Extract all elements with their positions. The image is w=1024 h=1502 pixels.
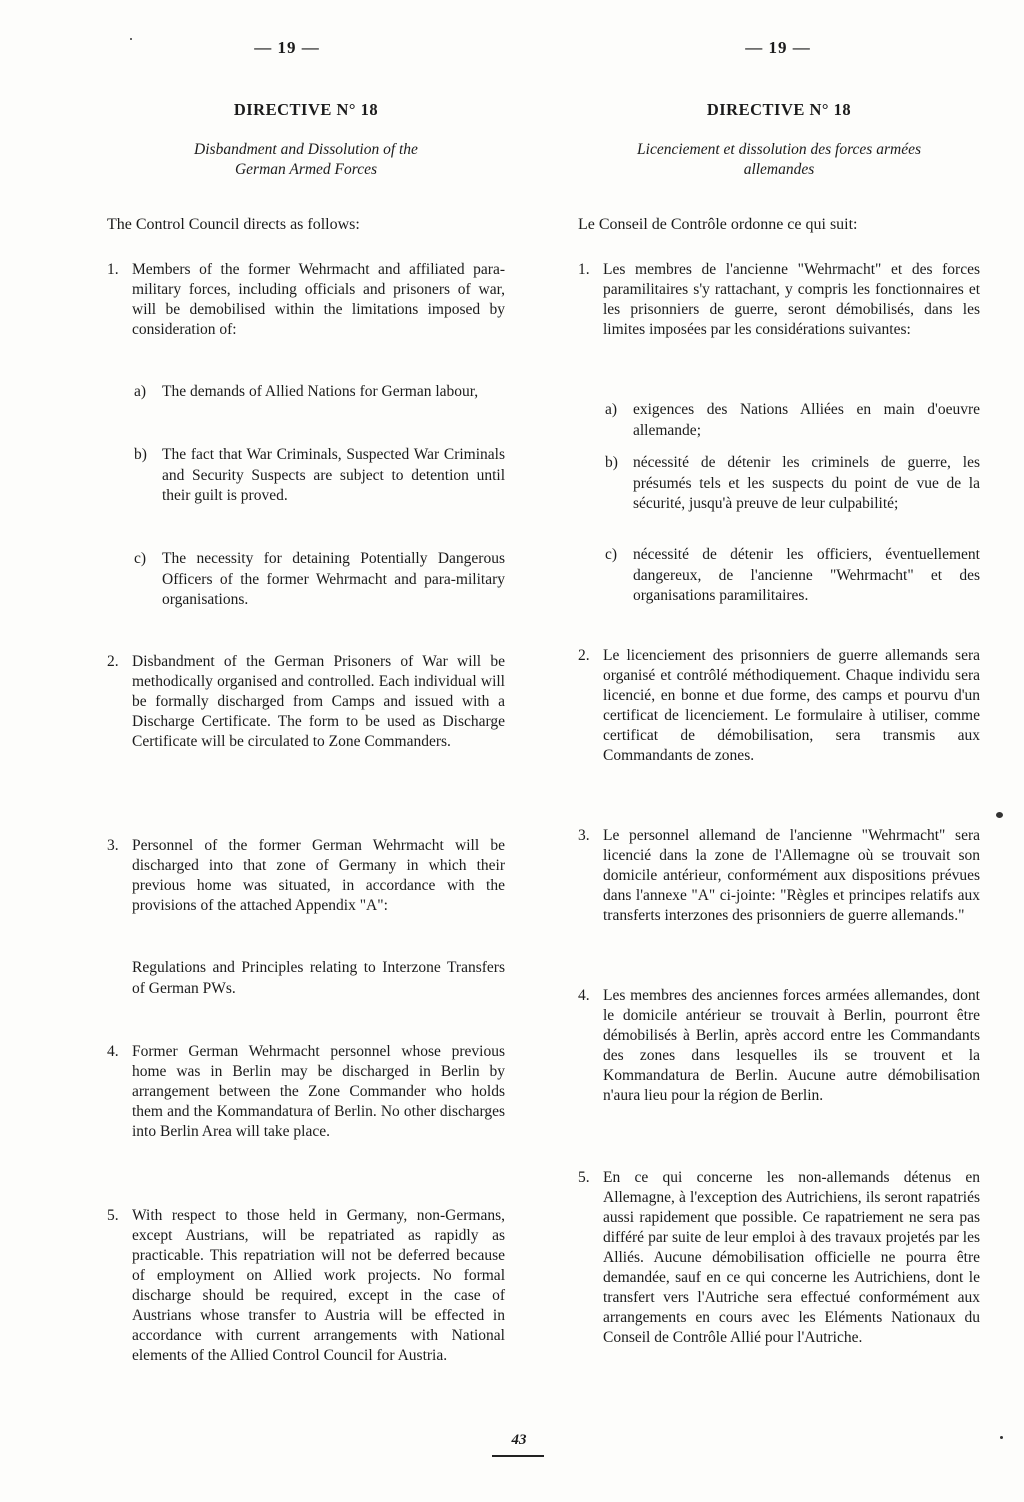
item-text: The demands of Allied Nations for German labour, bbox=[162, 383, 479, 400]
item-text: exigences des Nations Alliées en main d'oeuvre allemande; bbox=[633, 401, 980, 439]
paragraph-4-fr bbox=[578, 986, 980, 1106]
item-label: a) bbox=[134, 383, 147, 400]
paragraph-number: 4. bbox=[578, 987, 590, 1004]
intro-en: The Control Council directs as follows: bbox=[107, 216, 360, 233]
paragraph-text: Former German Wehrmacht personnel whose previous home was in Berlin may be discharged in Berlin by arrangement between the Zone Commander who holds them and the Kommandatura of Berlin. No other discharges into Berlin Area will take place. bbox=[132, 1043, 505, 1140]
paragraph-text: Le licenciement des prisonniers de guerre allemands sera organisé et contrôlé méthodiquement. Chaque individu sera licencié, en bonne et due forme, des camps et pourvu d'un certificat de licenciement. Le formulaire à utiliser, comme certificat de démobilisation, sera transmis aux Commandants de zones. bbox=[603, 647, 980, 764]
item-label: b) bbox=[605, 454, 618, 471]
item-label: c) bbox=[134, 550, 147, 567]
directive-title-fr: DIRECTIVE N° 18 bbox=[706, 100, 852, 119]
paragraph-3-fr bbox=[578, 826, 980, 926]
item-text: nécessité de détenir les criminels de guerre, les présumés tels et les suspects du point de vue de la sécurité, jusqu'à preuve de leur culpabilité; bbox=[633, 454, 980, 512]
page-number-left: — 19 — bbox=[254, 38, 320, 57]
item-1b-en bbox=[107, 445, 505, 507]
paragraph-text: Le personnel allemand de l'ancienne "Wehrmacht" sera licencié dans la zone de l'Allemagne où se trouvait son domicile antérieur, conformément aux dispositions prévues dans l'annexe "A" ci-jointe: "Règles et principes relatifs aux transferts interzones des prisonniers de guerre allemands." bbox=[603, 827, 980, 924]
paragraph-number: 5. bbox=[107, 1207, 119, 1224]
intro-fr: Le Conseil de Contrôle ordonne ce qui suit: bbox=[578, 216, 858, 233]
paragraph-2-fr bbox=[578, 646, 980, 766]
paragraph-5-fr bbox=[578, 1168, 980, 1348]
footer-rule bbox=[492, 1455, 544, 1457]
paragraph-number: 5. bbox=[578, 1169, 590, 1186]
french-column bbox=[578, 30, 980, 1346]
directive-subtitle-en bbox=[107, 140, 505, 180]
paragraph-number: 1. bbox=[578, 261, 590, 278]
scan-speck bbox=[130, 38, 132, 40]
scan-speck bbox=[1000, 1436, 1003, 1439]
english-column bbox=[107, 30, 505, 1364]
footer-page-number: 43 bbox=[511, 1432, 527, 1448]
item-text: The necessity for detaining Potentially Dangerous Officers of the former Wehrmacht and para-military organisations. bbox=[162, 550, 505, 608]
item-label: b) bbox=[134, 446, 147, 463]
subtitle-line-1-en: Disbandment and Dissolution of the bbox=[194, 141, 418, 158]
paragraph-1-fr bbox=[578, 260, 980, 340]
paragraph-text: Disbandment of the German Prisoners of War will be methodically organised and controlled. Each individual will be formally discharged from Camps and issued with a Discharge Certificate. The form to be used as Discharge Certificate will be circulated to Zone Commanders. bbox=[132, 653, 505, 750]
paragraph-number: 3. bbox=[578, 827, 590, 844]
paragraph-number: 3. bbox=[107, 837, 119, 854]
paragraph-3-en bbox=[107, 836, 505, 916]
paragraph-5-en bbox=[107, 1206, 505, 1366]
item-1c-en bbox=[107, 549, 505, 611]
directive-title-en: DIRECTIVE N° 18 bbox=[233, 100, 379, 119]
paragraph-4-en bbox=[107, 1042, 505, 1142]
item-text: The fact that War Criminals, Suspected War Criminals and Security Suspects are subject to detention until their guilt is proved. bbox=[162, 446, 505, 504]
item-1a-en bbox=[107, 382, 505, 403]
paragraph-3-note-en: Regulations and Principles relating to Interzone Transfers of German PWs. bbox=[132, 959, 505, 997]
item-1c-fr bbox=[578, 545, 980, 607]
scan-speck bbox=[996, 812, 1003, 818]
page-number-right: — 19 — bbox=[745, 38, 811, 57]
item-label: a) bbox=[605, 401, 618, 418]
item-label: c) bbox=[605, 546, 618, 563]
subtitle-line-2-fr: allemandes bbox=[743, 161, 815, 178]
paragraph-text: Personnel of the former German Wehrmacht will be discharged into that zone of Germany in which their previous home was situated, in accordance with the provisions of the attached Appendix "A": bbox=[132, 837, 505, 914]
subtitle-line-1-fr: Licenciement et dissolution des forces armées bbox=[637, 141, 921, 158]
item-1b-fr bbox=[578, 453, 980, 515]
item-text: nécessité de détenir les officiers, éventuellement dangereux, de l'ancienne "Wehrmacht" et des organisations paramilitaires. bbox=[633, 546, 980, 604]
item-1a-fr bbox=[578, 400, 980, 441]
paragraph-2-en bbox=[107, 652, 505, 752]
paragraph-text: En ce qui concerne les non-allemands détenus en Allemagne, à l'exception des Autrichiens, ils seront rapatriés aussi rapidement que possible. Ce rapatriement ne sera pas différé par suite de leur emploi à des travaux projetés par les Alliés. Aucune démobilisation officielle ne pourra être demandée, sauf en ce qui concerne les Autrichiens, dont le transfert vers l'Autriche sera effectué conformément aux arrangements en cours avec les Eléments Nationaux du Conseil de Contrôle Allié pour l'Autriche. bbox=[603, 1169, 980, 1346]
paragraph-text: Les membres des anciennes forces armées allemandes, dont le domicile antérieur se trouvait à Berlin, pourront être démobilisés à Berlin, après accord entre les Commandants des zones dans lesquelles ils se trouvent et la Kommandatura de Berlin. Aucune autre démobilisation n'aura lieu pour la région de Berlin. bbox=[603, 987, 980, 1104]
subtitle-line-2-en: German Armed Forces bbox=[234, 161, 378, 178]
paragraph-text: Members of the former Wehrmacht and affiliated para-military forces, including officials and prisoners of war, will be demobilised within the limitations imposed by consideration of: bbox=[132, 261, 505, 338]
paragraph-number: 1. bbox=[107, 261, 119, 278]
paragraph-number: 2. bbox=[578, 647, 590, 664]
paragraph-number: 4. bbox=[107, 1043, 119, 1060]
paragraph-1-en bbox=[107, 260, 505, 340]
directive-subtitle-fr bbox=[578, 140, 980, 180]
paragraph-text: Les membres de l'ancienne "Wehrmacht" et des forces paramilitaires s'y rattachant, y compris les fonctionnaires et les prisonniers de guerre, seront démobilisés, dans les limites imposées par les considérations suivantes: bbox=[603, 261, 980, 338]
paragraph-text: With respect to those held in Germany, non-Germans, except Austrians, will be repatriated as rapidly as practicable. This repatriation will not be deferred because of employment on Allied work projects. No formal discharge should be required, except in the case of Austrians whose transfer to Austria will be effected in accordance with current arrangements with National elements of the Allied Control Council for Austria. bbox=[132, 1207, 505, 1364]
paragraph-number: 2. bbox=[107, 653, 119, 670]
